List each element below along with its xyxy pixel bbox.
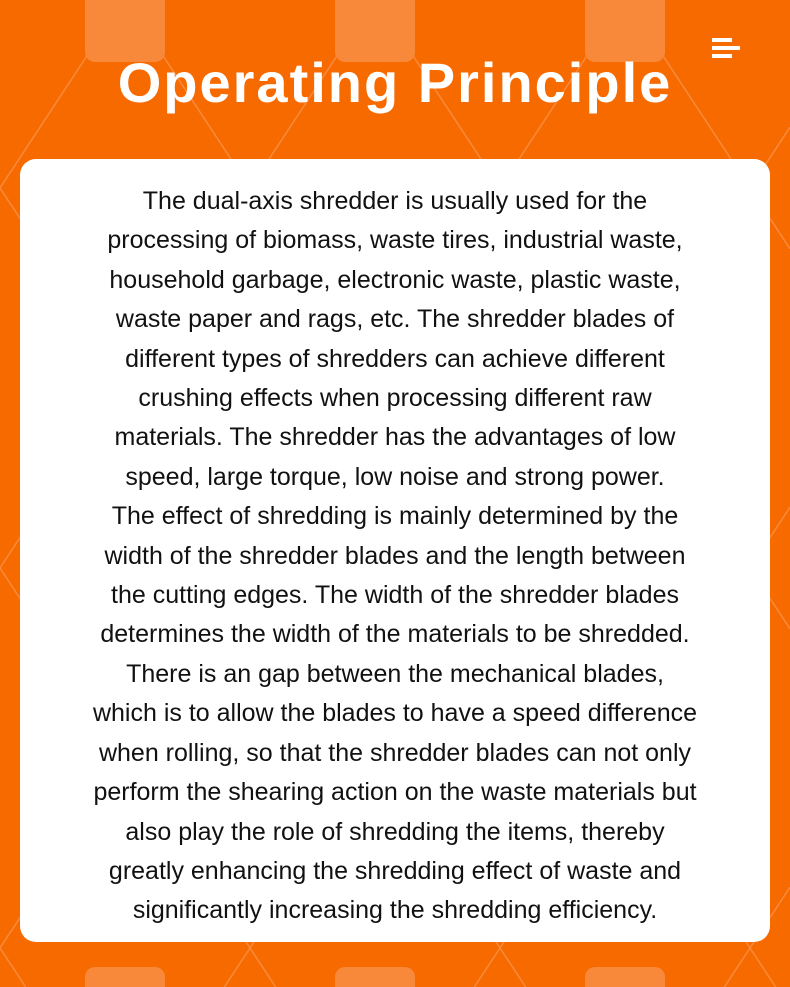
description-text	[0, 182, 790, 931]
text-line: speed, large torque, low noise and strong power.	[125, 462, 665, 491]
text-line: different types of shredders can achieve different	[125, 344, 665, 373]
logo-tile	[335, 967, 415, 987]
text-line: also play the role of shredding the items, thereby	[125, 817, 665, 846]
text-line: the cutting edges. The width of the shredder blades	[111, 581, 679, 610]
pattern-line	[500, 948, 526, 987]
pattern-line	[724, 948, 750, 987]
text-line: greatly enhancing the shredding effect of waste and	[108, 856, 682, 885]
text-line: household garbage, electronic waste, plastic waste,	[109, 265, 681, 294]
text-line: when rolling, so that the shredder blades can not only	[98, 738, 692, 767]
text-line: processing of biomass, waste tires, industrial waste,	[107, 226, 683, 255]
text-line: The effect of shredding is mainly determined by the	[111, 502, 679, 531]
text-line: which is to allow the blades to have a speed difference	[92, 699, 698, 728]
pattern-line	[250, 948, 276, 987]
text-line: The dual-axis shredder is usually used for the	[142, 187, 648, 215]
pattern-line	[474, 948, 500, 987]
text-line: crushing effects when processing different raw	[138, 384, 652, 413]
text-line: determines the width of the materials to be shredded.	[100, 620, 690, 649]
pattern-line	[0, 948, 26, 987]
menu-icon[interactable]	[710, 38, 740, 58]
text-line: waste paper and rags, etc. The shredder blades of	[115, 305, 675, 334]
text-line: materials. The shredder has the advantages of low	[114, 423, 676, 452]
pattern-line	[224, 948, 250, 987]
text-line: perform the shearing action on the waste materials but	[93, 778, 697, 807]
text-line: There is an gap between the mechanical blades,	[126, 659, 664, 688]
text-line: width of the shredder blades and the length between	[104, 541, 686, 570]
logo-tile	[85, 967, 165, 987]
page-title: Operating Principle	[117, 51, 673, 114]
pattern-line	[750, 948, 776, 987]
text-line: significantly increasing the shredding efficiency.	[132, 896, 658, 925]
logo-tile	[585, 967, 665, 987]
